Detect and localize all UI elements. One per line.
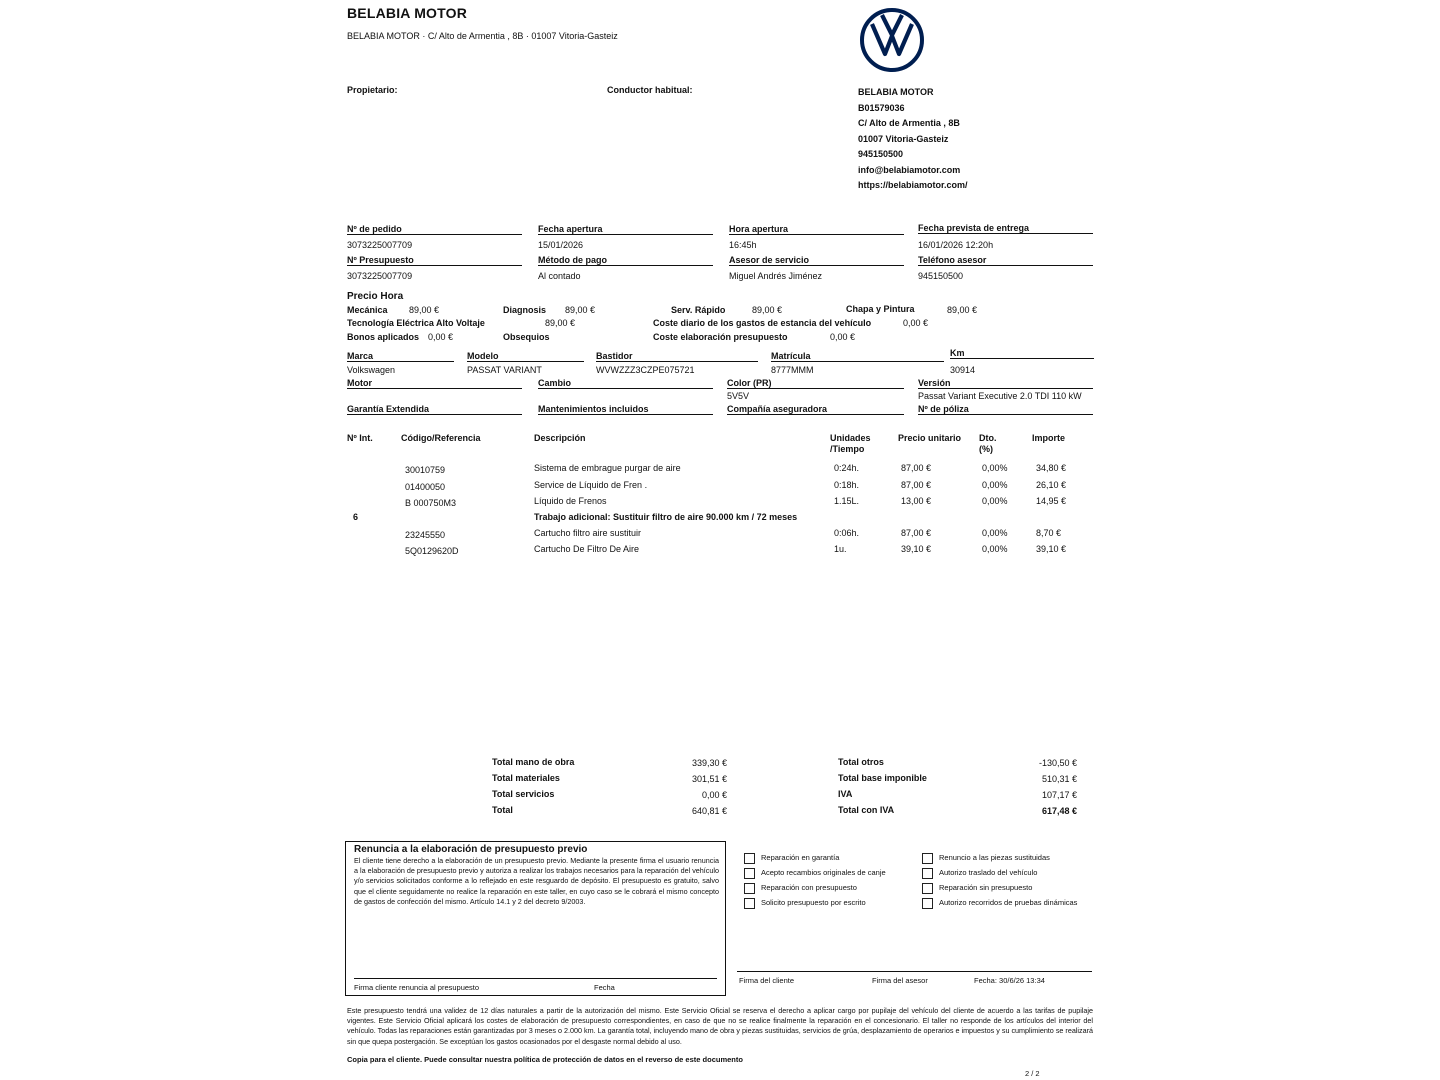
budget-no: 3073225007709 (347, 271, 413, 281)
cell-units: 0:24h. (834, 463, 860, 473)
check-label: Solicito presupuesto por escrito (761, 898, 866, 907)
obsequios-label: Obsequios (503, 332, 550, 342)
signature-date (974, 976, 1045, 985)
col-code: Código/Referencia (401, 433, 481, 443)
rate-diagnosis: 89,00 € (565, 305, 596, 315)
cell-desc: Service de Líquido de Fren . (534, 480, 648, 490)
cell-dto: 0,00% (982, 496, 1008, 506)
check-item[interactable] (922, 865, 1077, 880)
total-otros-label: Total otros (838, 757, 884, 767)
open-date: 15/01/2026 (538, 240, 584, 250)
cell-desc: Trabajo adicional: Sustituir filtro de aire 90.000 km / 72 meses (534, 512, 798, 522)
order-no: 3073225007709 (347, 240, 413, 250)
rate-mecanica-label: Mecánica (347, 305, 388, 315)
bonos-label: Bonos aplicados (347, 332, 420, 342)
cell-code: 30010759 (405, 465, 446, 475)
rate-chapa-label: Chapa y Pintura (846, 304, 915, 314)
modelo-value: PASSAT VARIANT (467, 365, 542, 375)
checkbox[interactable] (744, 898, 755, 909)
cell-price: 39,10 € (901, 544, 932, 554)
marca-value: Volkswagen (347, 365, 396, 375)
vw-logo-icon (860, 8, 924, 72)
cell-units: 1.15L. (834, 496, 860, 506)
footer-terms: Este presupuesto tendrá una validez de 12 días naturales a partir de la autorización del mismo. Este Servicio Oficial se reserva el derecho a aplicar cargo por pupilaje del vehículo del cliente de acuerdo a las tarifas de pupilaje vigentes. Este Servicio Oficial aplicará los costes de elaboración de presupuesto correspondientes, en caso de que no se realice finalmente la reparación en el concesionario. El taller no responde de los artículos del interior del vehículo. Todas las reparaciones están garantizadas por 3 meses o 2.000 km. La garantía total, incluyendo mano de obra y piezas sustituidas, servicios de grúa, desplazamiento de operarios e impuestos y su cumplimiento se realizará sin que quepa postergación. Se exceptúan los gastos ocasionados por el desgaste normal debido al uso. (347, 1006, 1093, 1046)
check-item[interactable] (744, 865, 886, 880)
waiver-sign-label[interactable]: Firma cliente renuncia al presupuesto (354, 983, 480, 992)
color-label: Color (PR) (727, 378, 904, 389)
motor-label: Motor (347, 378, 522, 389)
check-label: Acepto recambios originales de canje (761, 868, 886, 877)
elaboracion-value: 0,00 € (830, 332, 856, 342)
cell-price: 87,00 € (901, 480, 932, 490)
check-label: Autorizo recorridos de pruebas dinámicas (939, 898, 1078, 907)
rate-rapido-label: Serv. Rápido (671, 305, 726, 315)
rate-estancia: 0,00 € (903, 318, 929, 328)
cell-desc: Cartucho filtro aire sustituir (534, 528, 642, 538)
company-title: BELABIA MOTOR (347, 5, 468, 21)
checkbox[interactable] (922, 868, 933, 879)
iva-label: IVA (838, 789, 853, 799)
check-item[interactable] (922, 880, 1077, 895)
check-label: Reparación en garantía (761, 853, 840, 862)
waiver-sign-line (354, 978, 717, 979)
poliza-label: Nº de póliza (918, 404, 1093, 415)
open-time: 16:45h (729, 240, 757, 250)
cell-units: 1u. (834, 544, 847, 554)
signature-date-value: 30/6/26 13:34 (999, 976, 1045, 985)
cell-code: 23245550 (405, 530, 446, 540)
cell-dto: 0,00% (982, 463, 1008, 473)
check-label: Reparación sin presupuesto (939, 883, 1033, 892)
cell-code: 01400050 (405, 482, 446, 492)
checkbox[interactable] (922, 853, 933, 864)
rate-diagnosis-label: Diagnosis (503, 305, 547, 315)
cell-price: 87,00 € (901, 463, 932, 473)
elaboracion-label: Coste elaboración presupuesto (653, 332, 788, 342)
owner-label: Propietario: (347, 85, 398, 95)
total-otros: -130,50 € (1038, 758, 1077, 768)
total-servicios-label: Total servicios (492, 789, 555, 799)
check-label: Autorizo traslado del vehículo (939, 868, 1038, 877)
col-dto-line1: Dto. (979, 433, 997, 443)
version-label: Versión (918, 378, 1093, 389)
total-value: 640,81 € (691, 806, 727, 816)
cell-amount: 14,95 € (1036, 496, 1067, 506)
cell-code: B 000750M3 (405, 498, 457, 508)
delivery-label: Fecha prevista de entrega (918, 223, 1093, 234)
km-value: 30914 (950, 365, 976, 375)
matricula-value: 8777MMM (771, 365, 814, 375)
matricula-label: Matrícula (771, 351, 944, 362)
col-price: Precio unitario (898, 433, 962, 443)
dealer-street: C/ Alto de Armentia , 8B (858, 118, 960, 128)
rate-estancia-label: Coste diario de los gastos de estancia del vehículo (653, 318, 872, 328)
checks-left (744, 850, 886, 910)
page-number: 2 / 2 (1025, 1069, 1040, 1078)
total-materiales: 301,51 € (691, 774, 727, 784)
col-units-line1: Unidades (830, 433, 871, 443)
col-dto-line2: (%) (979, 444, 993, 454)
check-item[interactable] (744, 850, 886, 865)
total-con-iva: 617,48 € (1041, 806, 1077, 816)
col-desc: Descripción (534, 433, 586, 443)
dealer-info (858, 85, 968, 194)
cell-desc: Sistema de embrague purgar de aire (534, 463, 681, 473)
check-item[interactable] (922, 850, 1077, 865)
checkbox[interactable] (744, 883, 755, 894)
rate-alto-voltaje: 89,00 € (545, 318, 576, 328)
col-amount: Importe (1032, 433, 1066, 443)
dealer-name: BELABIA MOTOR (858, 87, 934, 97)
check-label: Reparación con presupuesto (761, 883, 857, 892)
checkbox[interactable] (922, 898, 933, 909)
total-base-label: Total base imponible (838, 773, 927, 783)
total-servicios: 0,00 € (701, 790, 727, 800)
checks-right (922, 850, 1077, 910)
total-materiales-label: Total materiales (492, 773, 560, 783)
dealer-city: 01007 Vitoria-Gasteiz (858, 133, 949, 144)
col-units-line2: /Tiempo (830, 444, 865, 454)
waiver-text: El cliente tiene derecho a la elaboración de un presupuesto previo. Mediante la presente firma el usuario renuncia a la elaboración de presupuesto previo y autoriza a realizar los trabajos necesarios para la reparación del vehículo y/o servicios solicitados conforme a lo reflejado en este resguardo de depósito. El presupuesto es gratuito, salvo que el cliente seguidamente no realice la reparación en este taller, en cuyo caso se le cobrará el mismo concepto de gastos de confección del mismo. Artículo 14.1 y 2 del decreto 9/2003. (354, 856, 719, 906)
client-signature-label[interactable]: Firma del cliente (739, 976, 795, 985)
payment-method: Al contado (538, 271, 581, 281)
mantenimientos-label: Mantenimientos incluidos (538, 404, 713, 415)
cell-dto: 0,00% (982, 480, 1008, 490)
total-mano-obra-label: Total mano de obra (492, 757, 575, 767)
bonos-value: 0,00 € (428, 332, 454, 342)
rate-alto-voltaje-label: Tecnología Eléctrica Alto Voltaje (347, 318, 485, 328)
budget-no-label: Nº Presupuesto (347, 255, 522, 266)
cell-amount: 26,10 € (1036, 480, 1067, 490)
open-time-label: Hora apertura (729, 224, 904, 235)
company-address: BELABIA MOTOR · C/ Alto de Armentia , 8B · 01007 Vitoria-Gasteiz (347, 31, 618, 41)
col-dto (979, 433, 997, 455)
dealer-cif: B01579036 (858, 102, 905, 113)
garantia-label: Garantía Extendida (347, 404, 522, 415)
total-label: Total (492, 805, 513, 815)
aseguradora-label: Compañía aseguradora (727, 404, 904, 415)
check-label: Renuncio a las piezas sustituidas (939, 853, 1050, 862)
checkbox[interactable] (744, 853, 755, 864)
total-con-iva-label: Total con IVA (838, 805, 895, 815)
advisor-phone: 945150500 (918, 271, 964, 281)
bastidor-label: Bastidor (596, 351, 758, 362)
waiver-box (345, 841, 726, 996)
rate-rapido: 89,00 € (752, 305, 783, 315)
km-label: Km (950, 348, 1094, 359)
modelo-label: Modelo (467, 351, 584, 362)
rates-title: Precio Hora (347, 291, 404, 302)
cell-dto: 0,00% (982, 544, 1008, 554)
cell-units: 0:06h. (834, 528, 860, 538)
col-int: Nº Int. (347, 433, 373, 443)
cell-price: 13,00 € (901, 496, 932, 506)
cell-price: 87,00 € (901, 528, 932, 538)
dealer-web: https://belabiamotor.com/ (858, 180, 968, 190)
marca-label: Marca (347, 351, 454, 362)
total-mano-obra: 339,30 € (691, 758, 727, 768)
rate-mecanica: 89,00 € (409, 305, 440, 315)
cell-desc: Cartucho De Filtro De Aire (534, 544, 640, 554)
col-units (830, 433, 871, 455)
cell-amount: 34,80 € (1036, 463, 1067, 473)
open-date-label: Fecha apertura (538, 224, 713, 235)
waiver-date-label: Fecha (594, 983, 615, 992)
payment-label: Método de pago (538, 255, 713, 266)
dealer-email: info@belabiamotor.com (858, 164, 961, 175)
cell-dto: 0,00% (982, 528, 1008, 538)
advisor-label: Asesor de servicio (729, 255, 904, 266)
signature-line (737, 971, 1092, 972)
iva-value: 107,17 € (1041, 790, 1077, 800)
cell-amount: 8,70 € (1036, 528, 1062, 538)
rate-chapa: 89,00 € (947, 305, 978, 315)
total-base: 510,31 € (1041, 774, 1077, 784)
checkbox[interactable] (922, 883, 933, 894)
bastidor-value: WVWZZZ3CZPE075721 (596, 365, 695, 375)
version-value: Passat Variant Executive 2.0 TDI 110 kW (918, 391, 1082, 401)
cell-code: 5Q0129620D (405, 546, 459, 556)
dealer-phone: 945150500 (858, 149, 904, 159)
signature-date-label: Fecha: (974, 976, 997, 985)
advisor-phone-label: Teléfono asesor (918, 255, 1093, 266)
delivery-date: 16/01/2026 12:20h (918, 240, 994, 250)
cambio-label: Cambio (538, 378, 713, 389)
color-value: 5V5V (727, 391, 750, 401)
cell-desc: Líquido de Frenos (534, 496, 607, 506)
cell-int: 6 (353, 512, 359, 522)
check-item[interactable] (744, 880, 886, 895)
check-item[interactable] (744, 895, 886, 910)
advisor-name: Miguel Andrés Jiménez (729, 271, 823, 281)
cell-units: 0:18h. (834, 480, 860, 490)
driver-label: Conductor habitual: (607, 85, 693, 95)
waiver-title: Renuncia a la elaboración de presupuesto previo (354, 844, 588, 855)
order-no-label: Nº de pedido (347, 224, 522, 235)
checkbox[interactable] (744, 868, 755, 879)
check-item[interactable] (922, 895, 1077, 910)
advisor-signature-label[interactable]: Firma del asesor (872, 976, 928, 985)
cell-amount: 39,10 € (1036, 544, 1067, 554)
footer-copy-note: Copia para el cliente. Puede consultar nuestra política de protección de datos en el reverso de este documento (347, 1055, 743, 1064)
